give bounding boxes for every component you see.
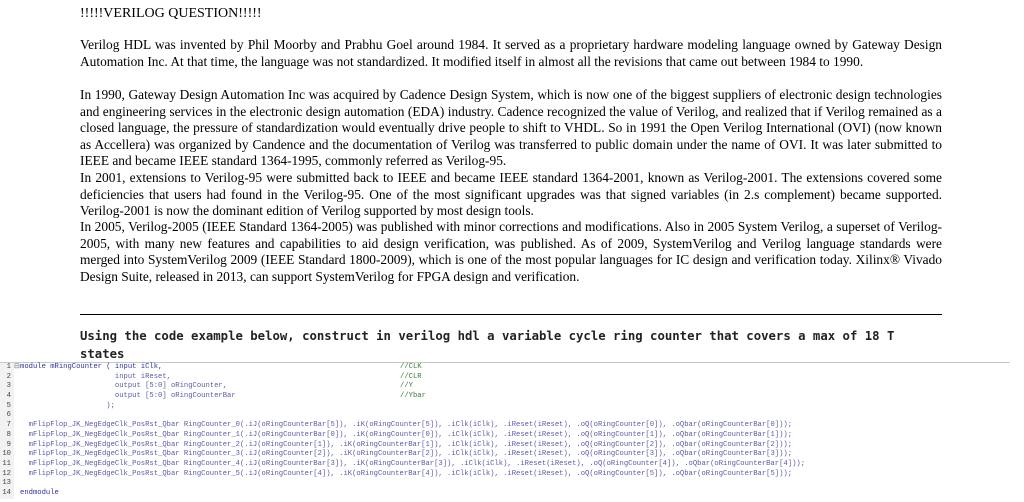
code-comment: //Y bbox=[400, 382, 413, 391]
fold-toggle-icon[interactable]: ⊟ bbox=[14, 363, 21, 371]
code-line bbox=[0, 363, 1010, 373]
code-comment: //CLK bbox=[400, 363, 422, 371]
line-number: 2 bbox=[0, 373, 14, 383]
code-text: module mRingCounter ( input iClk, bbox=[20, 363, 163, 371]
code-text: mFlipFlop_JK_NegEdgeClk_PosRst_Qbar RingCounter_5(.iJ(oRingCounter[4]), .iK(oRingCounterBar[4]), .iClk(iClk), .iReset(iReset), .oQ(oRingCounter[5]), .oQbar(oRingCounterBar[5])); bbox=[20, 469, 793, 478]
code-text: output [5:0] oRingCounterBar bbox=[20, 392, 236, 401]
code-line bbox=[0, 450, 1010, 460]
code-line bbox=[0, 460, 1010, 470]
code-text: input iReset, bbox=[20, 372, 171, 381]
code-text: mFlipFlop_JK_NegEdgeClk_PosRst_Qbar RingCounter_3(.iJ(oRingCounter[2]), .iK(oRingCounterBar[2]), .iClk(iClk), .iReset(iReset), .oQ(oRingCounter[3]), .oQbar(oRingCounterBar[3])); bbox=[20, 450, 793, 459]
code-text: mFlipFlop_JK_NegEdgeClk_PosRst_Qbar RingCounter_4(.iJ(oRingCounterBar[3]), .iK(oRingCounterBar[3]), .iClk(iClk), .iReset(iReset), .oQ(oRingCounter[4]), .oQbar(oRingCounterBar[4])); bbox=[20, 459, 806, 468]
paragraph-history-2005: In 2005, Verilog-2005 (IEEE Standard 1364-2005) was published with minor corrections and modifications. Also in 2005 System Verilog, a superset of Verilog-2005, with many new features and capabilities to aid design verification, was published. As of 2009, SystemVerilog and Verilog language standards were merged into SystemVerilog 2009 (IEEE Standard 1800-2009), which is one of the most popular languages for IC design and verification today. Xilinx® Vivado Design Suite, released in 2013, can support SystemVerilog for FPGA design and verification. bbox=[80, 219, 942, 284]
line-number: 1 bbox=[0, 363, 14, 373]
line-number: 11 bbox=[0, 460, 14, 470]
horizontal-divider bbox=[80, 314, 942, 315]
code-text: output [5:0] oRingCounter, bbox=[20, 382, 228, 391]
question-text: Using the code example below, construct in verilog hdl a variable cycle ring counter that covers a max of 18 T states bbox=[80, 329, 895, 361]
code-text: endmodule bbox=[20, 488, 59, 497]
code-line bbox=[0, 470, 1010, 480]
code-editor[interactable] bbox=[0, 362, 1010, 502]
paragraph-history-origin: Verilog HDL was invented by Phil Moorby and Prabhu Goel around 1984. It served as a proprietary hardware modeling language owned by Gateway Design Automation Inc. At that time, the language was not standardized. It modified itself in almost all the revisions that came out between 1984 to 1990. bbox=[80, 37, 942, 69]
code-text: ); bbox=[20, 401, 115, 410]
line-number: 3 bbox=[0, 382, 14, 392]
line-number: 14 bbox=[0, 489, 14, 499]
code-line bbox=[0, 411, 1010, 421]
code-text: mFlipFlop_JK_NegEdgeClk_PosRst_Qbar RingCounter_2(.iJ(oRingCounter[1]), .iK(oRingCounterBar[1]), .iClk(iClk), .iReset(iReset), .oQ(oRingCounter[2]), .oQbar(oRingCounterBar[2])); bbox=[20, 440, 793, 449]
line-number: 8 bbox=[0, 431, 14, 441]
code-line bbox=[0, 373, 1010, 383]
code-line bbox=[0, 382, 1010, 392]
line-number: 4 bbox=[0, 392, 14, 402]
line-number: 7 bbox=[0, 421, 14, 431]
paragraph-history-2001: In 2001, extensions to Verilog-95 were submitted back to IEEE and became IEEE standard 1364-2001, known as Verilog-2001. The extensions covered some deficiencies that users had found in the Verilog-95. One of the most significant upgrades was that signed variables (in 2.s complement) became supported. Verilog-2001 is now the dominant edition of Verilog supported by most design tools. bbox=[80, 170, 942, 218]
line-number: 10 bbox=[0, 450, 14, 460]
code-line bbox=[0, 431, 1010, 441]
code-line bbox=[0, 421, 1010, 431]
code-line bbox=[0, 479, 1010, 489]
line-number: 6 bbox=[0, 411, 14, 421]
code-text: mFlipFlop_JK_NegEdgeClk_PosRst_Qbar RingCounter_0(.iJ(oRingCounterBar[5]), .iK(oRingCounter[5]), .iClk(iClk), .iReset(iReset), .oQ(oRingCounter[0]), .oQbar(oRingCounterBar[0])); bbox=[20, 421, 793, 430]
code-line bbox=[0, 392, 1010, 402]
page-title: !!!!!VERILOG QUESTION!!!!! bbox=[80, 6, 262, 21]
code-line bbox=[0, 402, 1010, 412]
line-number: 9 bbox=[0, 441, 14, 451]
code-line bbox=[0, 489, 1010, 499]
code-text: mFlipFlop_JK_NegEdgeClk_PosRst_Qbar RingCounter_1(.iJ(oRingCounterBar[0]), .iK(oRingCounter[0]), .iClk(iClk), .iReset(iReset), .oQ(oRingCounter[1]), .oQbar(oRingCounterBar[1])); bbox=[20, 430, 793, 439]
line-number: 5 bbox=[0, 402, 14, 412]
line-number: 12 bbox=[0, 470, 14, 480]
line-number: 13 bbox=[0, 479, 14, 489]
code-comment: //Ybar bbox=[400, 392, 426, 401]
code-comment: //CLR bbox=[400, 372, 422, 381]
code-line bbox=[0, 441, 1010, 451]
paragraph-history-cadence: In 1990, Gateway Design Automation Inc was acquired by Cadence Design System, which is now one of the biggest suppliers of electronic design technologies and engineering services in the electronic design automation (EDA) industry. Cadence recognized the value of Verilog, and realized that if Verilog remained as a closed language, the pressure of standardization would eventually drive people to shift to VHDL. So in 1991 the Open Verilog International (OVI) (now known as Accellera) was organized by Candence and the documentation of Verilog was transferred to public domain under the name of OVI. It was later submitted to IEEE and became IEEE standard 1364-1995, commonly referred as Verilog-95. bbox=[80, 87, 942, 168]
